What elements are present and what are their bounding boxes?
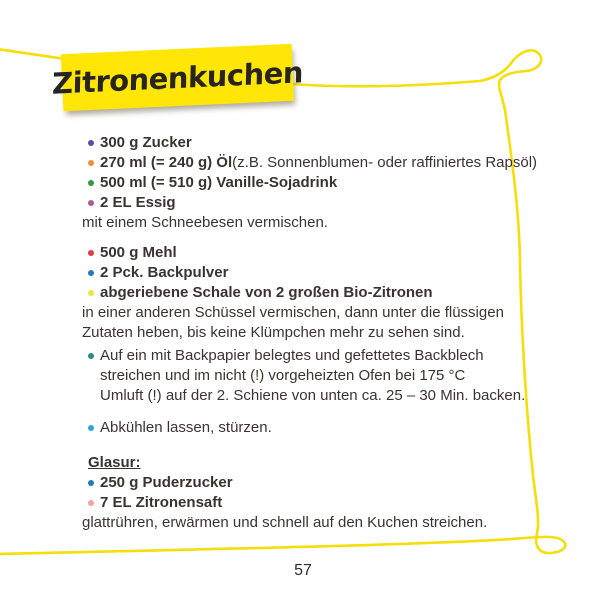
ingredient-note: (z.B. Sonnenblumen- oder raffiniertes Rapsöl) [232,154,538,171]
ingredient-text: 2 Pck. Backpulver [100,264,229,281]
ingredient-item [82,493,487,513]
bullet-dot [88,180,94,186]
bullet-dot [88,160,94,166]
step-text: Abkühlen lassen, stürzen. [100,419,272,436]
instruction-text: Zutaten heben, bis keine Klümpchen mehr zu sehen sind. [82,324,465,341]
bullet-dot [88,290,94,296]
baking-step-block [82,346,525,406]
bullet-dot [88,250,94,256]
ingredient-text: 270 ml (= 240 g) Öl [100,154,233,171]
step-text: Auf ein mit Backpapier belegtes und gefettetes Backblech [100,347,484,364]
instruction-text: glattrühren, erwärmen und schnell auf den Kuchen streichen. [82,514,488,531]
ingredient-item [82,133,537,153]
title-banner [51,44,304,111]
step-item [82,418,272,438]
bullet-dot [88,500,94,506]
cooling-step-block [82,418,272,438]
bullet-dot [88,200,94,206]
ingredient-item [82,173,537,193]
ingredient-text: 7 EL Zitronensaft [100,494,223,511]
instruction-text: in einer anderen Schüssel vermischen, dann unter die flüssigen [82,304,504,321]
bullet-dot [88,353,94,359]
wet-ingredients-block [82,133,537,233]
ingredient-item [82,193,537,213]
ingredient-item [82,263,504,283]
ingredient-item [82,283,504,303]
page-number: 57 [294,562,312,579]
ingredient-item [82,243,504,263]
bullet-dot [88,425,94,431]
step-text: streichen und im nicht (!) vorgeheizten Ofen bei 175 °C [100,367,466,384]
bullet-dot [88,140,94,146]
page-title: Zitronenkuchen [51,54,304,101]
step-item [82,346,525,366]
ingredient-text: 300 g Zucker [100,134,192,151]
ingredient-text: abgeriebene Schale von 2 großen Bio-Zitronen [100,284,433,301]
instruction-text: mit einem Schneebesen vermischen. [82,214,328,231]
bullet-dot [88,480,94,486]
ingredient-text: 500 g Mehl [100,244,177,261]
ingredient-text: 500 ml (= 510 g) Vanille-Sojadrink [100,174,338,191]
glaze-block [82,453,487,533]
ingredient-text: 250 g Puderzucker [100,474,233,491]
ingredient-text: 2 EL Essig [100,194,176,211]
ingredient-item [82,473,487,493]
bullet-dot [88,270,94,276]
dry-ingredients-block [82,243,504,343]
ingredient-item [82,153,537,173]
step-text: Umluft (!) auf der 2. Schiene von unten ca. 25 – 30 Min. backen. [100,387,526,404]
glaze-heading: Glasur: [88,454,141,471]
